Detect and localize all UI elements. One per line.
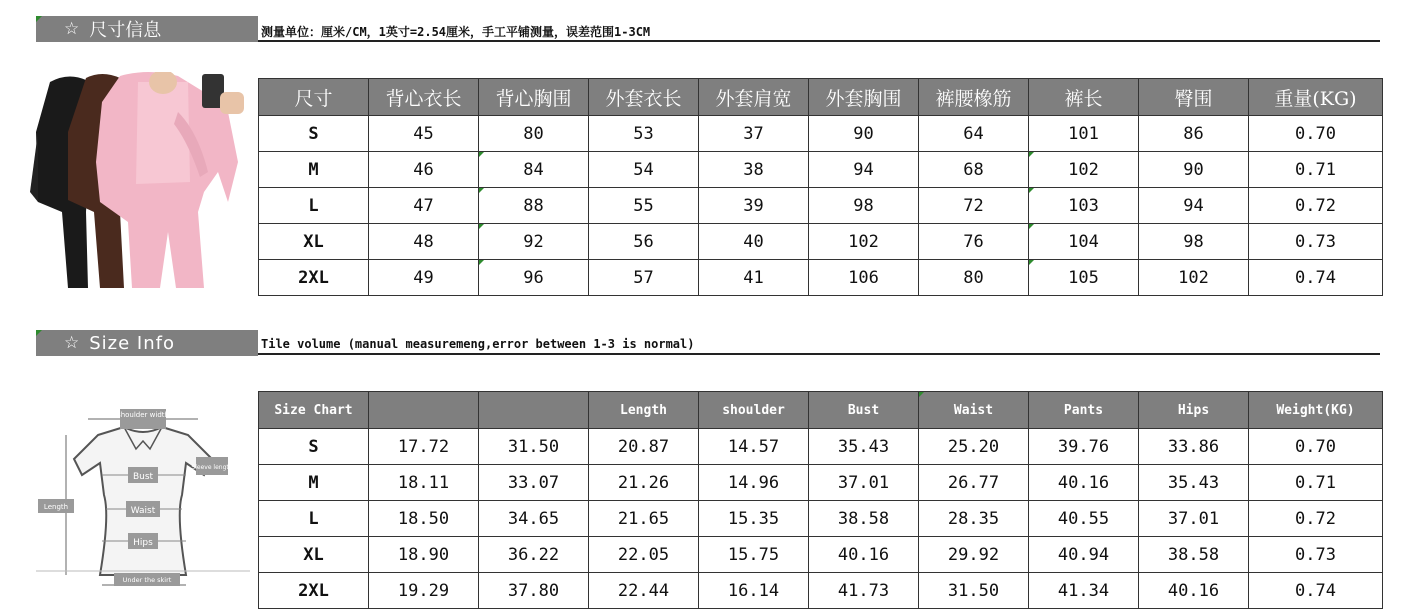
table-cell: 14.96 — [699, 465, 809, 501]
table-cell: 48 — [369, 224, 479, 260]
length-label: Length — [43, 503, 69, 511]
table-cell: 103 — [1029, 188, 1139, 224]
table-cell: 84 — [479, 152, 589, 188]
table-cell: 39 — [699, 188, 809, 224]
section-divider — [258, 40, 1380, 42]
table-cell: 29.92 — [919, 537, 1029, 573]
table-cell: 37.01 — [1139, 501, 1249, 537]
table-cell: 56 — [589, 224, 699, 260]
table-cell: 37 — [699, 116, 809, 152]
table-cell: 18.50 — [369, 501, 479, 537]
table-cell: 33.07 — [479, 465, 589, 501]
size-cell: L — [259, 188, 369, 224]
size-cell: L — [259, 501, 369, 537]
table-cell: 55 — [589, 188, 699, 224]
table-cell: 16.14 — [699, 573, 809, 609]
size-cell: XL — [259, 537, 369, 573]
size-cell: M — [259, 152, 369, 188]
table-cell: 0.74 — [1249, 260, 1383, 296]
table-cell: 41 — [699, 260, 809, 296]
size-cell: 2XL — [259, 260, 369, 296]
table-cell: 19.29 — [369, 573, 479, 609]
table-cell: 37.01 — [809, 465, 919, 501]
table-cell: 25.20 — [919, 429, 1029, 465]
table-cell: 96 — [479, 260, 589, 296]
column-header: 外套肩宽 — [699, 79, 809, 116]
measurement-note-en: Tile volume (manual measuremeng,error between 1-3 is normal) — [261, 337, 695, 351]
table-row — [259, 429, 1383, 465]
table-cell: 92 — [479, 224, 589, 260]
table-cell: 22.44 — [589, 573, 699, 609]
table-cell: 26.77 — [919, 465, 1029, 501]
table-cell: 94 — [1139, 188, 1249, 224]
column-header: Weight(KG) — [1249, 392, 1383, 429]
table-cell: 20.87 — [589, 429, 699, 465]
corner-mark — [36, 330, 42, 336]
size-table-en — [258, 391, 1383, 609]
table-cell: 90 — [1139, 152, 1249, 188]
table-cell: 0.72 — [1249, 188, 1383, 224]
table-cell: 102 — [1029, 152, 1139, 188]
table-cell: 54 — [589, 152, 699, 188]
table-cell: 18.11 — [369, 465, 479, 501]
column-header: Hips — [1139, 392, 1249, 429]
column-header: shoulder — [699, 392, 809, 429]
column-header: 重量(KG) — [1249, 79, 1383, 116]
table-header-row — [259, 392, 1383, 429]
table-cell: 80 — [919, 260, 1029, 296]
table-cell: 18.90 — [369, 537, 479, 573]
table-cell: 40.16 — [1139, 573, 1249, 609]
table-cell: 0.73 — [1249, 537, 1383, 573]
table-cell: 40.16 — [809, 537, 919, 573]
size-table-cn — [258, 78, 1383, 296]
size-cell: S — [259, 429, 369, 465]
table-row — [259, 537, 1383, 573]
table-cell: 45 — [369, 116, 479, 152]
table-cell: 35.43 — [1139, 465, 1249, 501]
table-cell: 17.72 — [369, 429, 479, 465]
column-header: Size Chart — [259, 392, 369, 429]
table-cell: 34.65 — [479, 501, 589, 537]
column-header: 背心衣长 — [369, 79, 479, 116]
table-cell: 39.76 — [1029, 429, 1139, 465]
bust-label: Bust — [132, 472, 154, 482]
table-row — [259, 224, 1383, 260]
table-cell: 80 — [479, 116, 589, 152]
size-cell: S — [259, 116, 369, 152]
table-cell: 88 — [479, 188, 589, 224]
table-row — [259, 573, 1383, 609]
section-title-en — [36, 330, 258, 356]
shoulder-label: shoulder width — [117, 411, 169, 419]
star-icon: ☆ — [64, 19, 80, 39]
table-cell: 76 — [919, 224, 1029, 260]
table-cell: 31.50 — [479, 429, 589, 465]
table-cell: 86 — [1139, 116, 1249, 152]
section-divider — [258, 353, 1380, 355]
section-title-en-text: Size Info — [89, 332, 175, 354]
table-cell: 41.34 — [1029, 573, 1139, 609]
table-cell: 40.16 — [1029, 465, 1139, 501]
skirt-label: Under the skirt — [122, 576, 172, 584]
table-row — [259, 188, 1383, 224]
measurement-diagram — [36, 405, 250, 595]
table-cell: 31.50 — [919, 573, 1029, 609]
table-cell: 28.35 — [919, 501, 1029, 537]
table-cell: 40.94 — [1029, 537, 1139, 573]
table-header-row — [259, 79, 1383, 116]
column-header — [369, 392, 479, 429]
table-cell: 0.74 — [1249, 573, 1383, 609]
table-cell: 72 — [919, 188, 1029, 224]
table-row — [259, 260, 1383, 296]
table-cell: 0.70 — [1249, 429, 1383, 465]
table-row — [259, 152, 1383, 188]
table-cell: 106 — [809, 260, 919, 296]
table-cell: 38.58 — [809, 501, 919, 537]
column-header: 外套衣长 — [589, 79, 699, 116]
table-cell: 0.72 — [1249, 501, 1383, 537]
table-cell: 21.65 — [589, 501, 699, 537]
table-cell: 49 — [369, 260, 479, 296]
table-cell: 94 — [809, 152, 919, 188]
waist-label: Waist — [130, 506, 156, 516]
column-header: 臀围 — [1139, 79, 1249, 116]
table-cell: 0.73 — [1249, 224, 1383, 260]
table-cell: 41.73 — [809, 573, 919, 609]
table-cell: 102 — [1139, 260, 1249, 296]
column-header: 裤长 — [1029, 79, 1139, 116]
table-cell: 98 — [809, 188, 919, 224]
column-header: 裤腰橡筋 — [919, 79, 1029, 116]
size-cell: XL — [259, 224, 369, 260]
table-cell: 37.80 — [479, 573, 589, 609]
table-cell: 38 — [699, 152, 809, 188]
table-cell: 0.71 — [1249, 465, 1383, 501]
product-photo — [28, 72, 250, 288]
table-cell: 64 — [919, 116, 1029, 152]
size-cell: M — [259, 465, 369, 501]
hips-label: Hips — [133, 538, 153, 548]
column-header: Waist — [919, 392, 1029, 429]
corner-mark — [36, 16, 42, 22]
column-header: 背心胸围 — [479, 79, 589, 116]
column-header: Pants — [1029, 392, 1139, 429]
table-cell: 104 — [1029, 224, 1139, 260]
table-cell: 38.58 — [1139, 537, 1249, 573]
table-cell: 35.43 — [809, 429, 919, 465]
table-cell: 33.86 — [1139, 429, 1249, 465]
table-cell: 15.35 — [699, 501, 809, 537]
column-header: Bust — [809, 392, 919, 429]
table-cell: 0.71 — [1249, 152, 1383, 188]
table-cell: 15.75 — [699, 537, 809, 573]
table-cell: 46 — [369, 152, 479, 188]
table-cell: 57 — [589, 260, 699, 296]
table-cell: 14.57 — [699, 429, 809, 465]
table-cell: 53 — [589, 116, 699, 152]
measurement-note-cn: 测量单位：厘米/CM，1英寸=2.54厘米，手工平铺测量，误差范围1-3CM — [261, 25, 651, 39]
table-row — [259, 501, 1383, 537]
table-cell: 21.26 — [589, 465, 699, 501]
table-cell: 22.05 — [589, 537, 699, 573]
table-cell: 68 — [919, 152, 1029, 188]
section-title-cn-text: 尺寸信息 — [89, 20, 162, 41]
table-cell: 98 — [1139, 224, 1249, 260]
table-cell: 40.55 — [1029, 501, 1139, 537]
table-row — [259, 465, 1383, 501]
table-cell: 105 — [1029, 260, 1139, 296]
table-cell: 101 — [1029, 116, 1139, 152]
star-icon: ☆ — [64, 333, 80, 353]
size-cell: 2XL — [259, 573, 369, 609]
table-cell: 36.22 — [479, 537, 589, 573]
column-header — [479, 392, 589, 429]
column-header: 尺寸 — [259, 79, 369, 116]
column-header: Length — [589, 392, 699, 429]
table-cell: 0.70 — [1249, 116, 1383, 152]
section-title-cn — [36, 16, 258, 42]
table-cell: 40 — [699, 224, 809, 260]
table-row — [259, 116, 1383, 152]
sleeve-label: Sleeve length — [191, 464, 233, 471]
column-header: 外套胸围 — [809, 79, 919, 116]
table-cell: 102 — [809, 224, 919, 260]
table-cell: 90 — [809, 116, 919, 152]
table-cell: 47 — [369, 188, 479, 224]
